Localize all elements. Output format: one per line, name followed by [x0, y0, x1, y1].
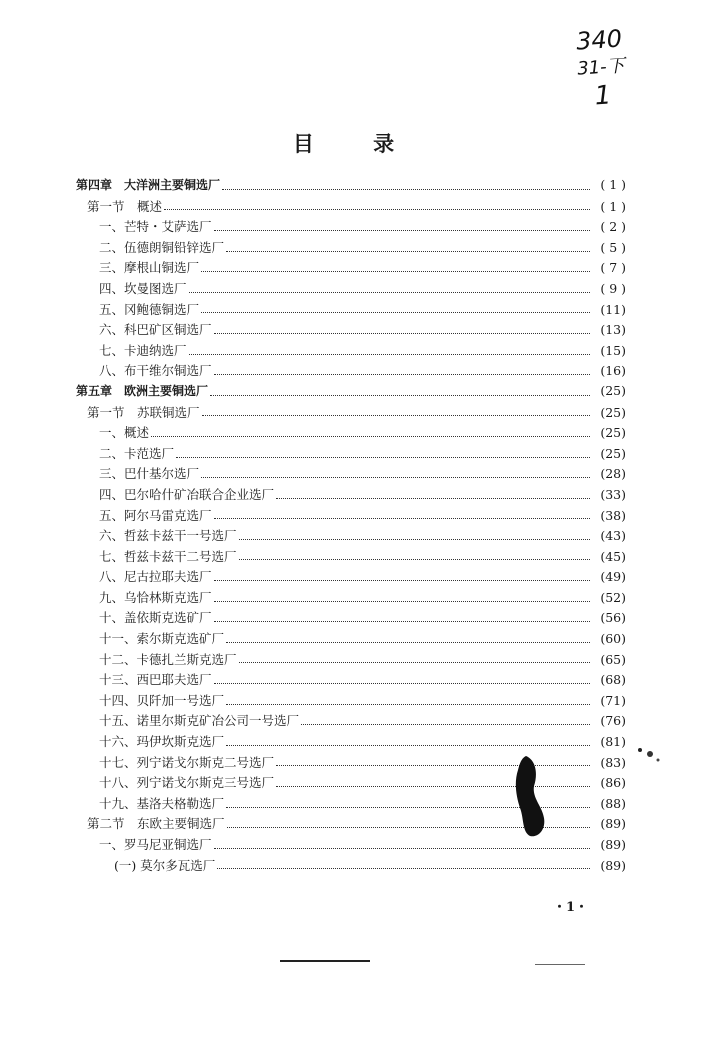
scan-line: [280, 960, 370, 962]
toc-entry-item: [76, 650, 626, 671]
toc-entry-page: (56): [600, 610, 626, 626]
toc-entry-label: 十四、贝阡加一号选厂: [99, 692, 225, 708]
toc-entry-page: (88): [600, 795, 626, 811]
page-number: ・1・: [553, 900, 589, 915]
toc-entry-page: ( 1 ): [600, 198, 626, 214]
dot-leader: [214, 374, 590, 375]
toc-entry-label: 十五、诺里尔斯克矿冶公司一号选厂: [99, 713, 300, 729]
toc-entry-label: (一) 莫尔多瓦选厂: [114, 857, 216, 873]
toc-entry-page: (89): [600, 816, 626, 832]
toc-entry-label: 第五章 欧洲主要铜选厂: [76, 383, 209, 398]
toc-entry-label: 第一节 概述: [87, 198, 163, 214]
toc-entry-page: (45): [600, 548, 626, 564]
dot-leader: [226, 745, 590, 746]
toc-entry-item: [76, 320, 626, 341]
ink-speck-icon: [630, 740, 670, 770]
dot-leader: [202, 415, 590, 416]
toc-entry-page: (25): [600, 425, 626, 441]
toc-entry-page: (60): [600, 631, 626, 647]
toc-entry-chapter: [76, 382, 626, 403]
toc-entry-page: (28): [600, 466, 626, 482]
dot-leader: [189, 292, 590, 293]
toc-entry-item: [76, 732, 626, 753]
dot-leader: [189, 354, 590, 355]
toc-entry-label: 一、概述: [99, 425, 150, 441]
toc-entry-item: [76, 300, 626, 321]
toc-entry-page: (52): [600, 589, 626, 605]
toc-entry-label: 第二节 东欧主要铜选厂: [87, 816, 225, 832]
toc-entry-page: (25): [600, 382, 626, 398]
toc-entry-label: 六、科巴矿区铜选厂: [99, 322, 212, 338]
dot-leader: [276, 498, 590, 499]
dot-leader: [226, 704, 590, 705]
toc-entry-item: [76, 547, 626, 568]
dot-leader: [239, 662, 590, 663]
toc-entry-label: 二、卡范选厂: [99, 445, 175, 461]
toc-entry-sub: [76, 856, 626, 877]
toc-entry-page: (11): [600, 301, 626, 317]
dot-leader: [239, 559, 590, 560]
toc-entry-page: (65): [600, 651, 626, 667]
toc-entry-page: ( 7 ): [600, 260, 626, 276]
toc-entry-item: [76, 670, 626, 691]
toc-entry-label: 四、巴尔哈什矿冶联合企业选厂: [99, 486, 275, 502]
toc-entry-label: 七、哲兹卡兹干二号选厂: [99, 548, 237, 564]
handwritten-call-number: [568, 24, 634, 112]
toc-entry-chapter: [76, 176, 626, 197]
toc-entry-item: [76, 217, 626, 238]
toc-entry-item: [76, 238, 626, 259]
toc-entry-page: (89): [600, 837, 626, 852]
toc-entry-page: (25): [600, 445, 626, 461]
toc-entry-label: 十六、玛伊坎斯克选厂: [99, 734, 225, 750]
scan-line: [535, 964, 585, 965]
dot-leader: [201, 477, 590, 478]
toc-entry-page: ( 9 ): [600, 280, 626, 296]
toc-entry-label: 三、摩根山铜选厂: [99, 260, 200, 276]
toc-entry-item: [76, 423, 626, 444]
toc-entry-page: (33): [600, 486, 626, 502]
toc-entry-label: 第一节 苏联铜选厂: [87, 404, 200, 420]
toc-entry-page: (71): [600, 692, 626, 708]
toc-entry-page: (89): [600, 857, 626, 873]
toc-entry-page: ( 1 ): [600, 177, 626, 192]
toc-entry-page: (86): [600, 775, 626, 791]
toc-entry-item: [76, 485, 626, 506]
dot-leader: [201, 312, 590, 313]
toc-entry-page: (16): [600, 363, 626, 379]
toc-entry-page: (68): [600, 672, 626, 688]
toc-entry-label: 第四章 大洋洲主要铜选厂: [76, 178, 221, 192]
toc-entry-page: (38): [600, 507, 626, 523]
toc-entry-label: 十二、卡德扎兰斯克选厂: [99, 651, 237, 667]
toc-entry-item: [76, 506, 626, 527]
dot-leader: [151, 436, 590, 437]
toc-entry-label: 十九、基洛夫格勒选厂: [99, 795, 225, 811]
toc-entry-page: (15): [600, 342, 626, 358]
dot-leader: [239, 539, 590, 540]
ink-smudge-icon: [508, 752, 558, 842]
handnote-line-3: 1: [593, 80, 613, 112]
toc-entry-item: [76, 526, 626, 547]
toc-entry-item: [76, 361, 626, 382]
toc-entry-page: (83): [600, 754, 626, 770]
toc-entry-label: 十七、列宁诺戈尔斯克二号选厂: [99, 754, 275, 770]
toc-entry-item: [76, 567, 626, 588]
toc-entry-label: 十、盖依斯克选矿厂: [99, 610, 212, 626]
toc-entry-item: [76, 608, 626, 629]
toc-entry-item: [76, 341, 626, 362]
toc-entry-item: [76, 711, 626, 732]
page-title: 目 录: [292, 132, 421, 156]
toc-entry-label: 八、尼古拉耶夫选厂: [99, 569, 212, 585]
toc-entry-section: [76, 403, 626, 424]
toc-entry-item: [76, 691, 626, 712]
dot-leader: [214, 333, 590, 334]
toc-entry-label: 十一、索尔斯克选矿厂: [99, 631, 225, 647]
dot-leader: [214, 230, 590, 231]
toc-entry-label: 一、罗马尼亚铜选厂: [99, 837, 212, 852]
toc-entry-label: 六、哲兹卡兹干一号选厂: [99, 528, 237, 544]
handnote-line-2: 31-下: [576, 55, 626, 80]
dot-leader: [176, 457, 590, 458]
toc-entry-label: 一、芒特・艾萨选厂: [99, 219, 212, 235]
toc-entry-item: [76, 588, 626, 609]
dot-leader: [214, 683, 590, 684]
toc-entry-section: [76, 197, 626, 218]
dot-leader: [222, 189, 590, 190]
dot-leader: [214, 601, 590, 602]
handnote-line-1: 340: [575, 24, 623, 56]
toc-entry-item: [76, 258, 626, 279]
toc-entry-label: 二、伍德朗铜铅锌选厂: [99, 239, 225, 255]
dot-leader: [226, 251, 590, 252]
toc-entry-label: 四、坎曼图选厂: [99, 280, 187, 296]
toc-entry-page: (76): [600, 713, 626, 729]
toc-entry-page: (13): [600, 322, 626, 338]
toc-entry-item: [76, 629, 626, 650]
toc-entry-label: 七、卡迪纳选厂: [99, 342, 187, 358]
toc-entry-page: ( 5 ): [600, 239, 626, 255]
toc-entry-item: [76, 444, 626, 465]
dot-leader: [214, 518, 590, 519]
toc-entry-page: (43): [600, 528, 626, 544]
toc-entry-page: (49): [600, 569, 626, 585]
dot-leader: [214, 621, 590, 622]
toc-entry-page: (25): [600, 404, 626, 420]
dot-leader: [201, 271, 590, 272]
toc-entry-label: 五、阿尔马雷克选厂: [99, 507, 212, 523]
dot-leader: [214, 848, 590, 849]
toc-entry-item: [76, 464, 626, 485]
dot-leader: [164, 209, 590, 210]
toc-entry-page: (81): [600, 734, 626, 750]
toc-entry-label: 八、布干维尔铜选厂: [99, 363, 212, 379]
toc-entry-label: 十八、列宁诺戈尔斯克三号选厂: [99, 775, 275, 791]
dot-leader: [210, 395, 590, 396]
dot-leader: [214, 580, 590, 581]
toc-entry-label: 五、冈鲍德铜选厂: [99, 301, 200, 317]
toc-entry-label: 九、乌恰林斯克选厂: [99, 589, 212, 605]
dot-leader: [226, 642, 590, 643]
dot-leader: [301, 724, 590, 725]
toc-entry-label: 十三、西巴耶夫选厂: [99, 672, 212, 688]
dot-leader: [217, 868, 590, 869]
toc-entry-item: [76, 279, 626, 300]
toc-entry-label: 三、巴什基尔选厂: [99, 466, 200, 482]
toc-entry-page: ( 2 ): [600, 219, 626, 235]
